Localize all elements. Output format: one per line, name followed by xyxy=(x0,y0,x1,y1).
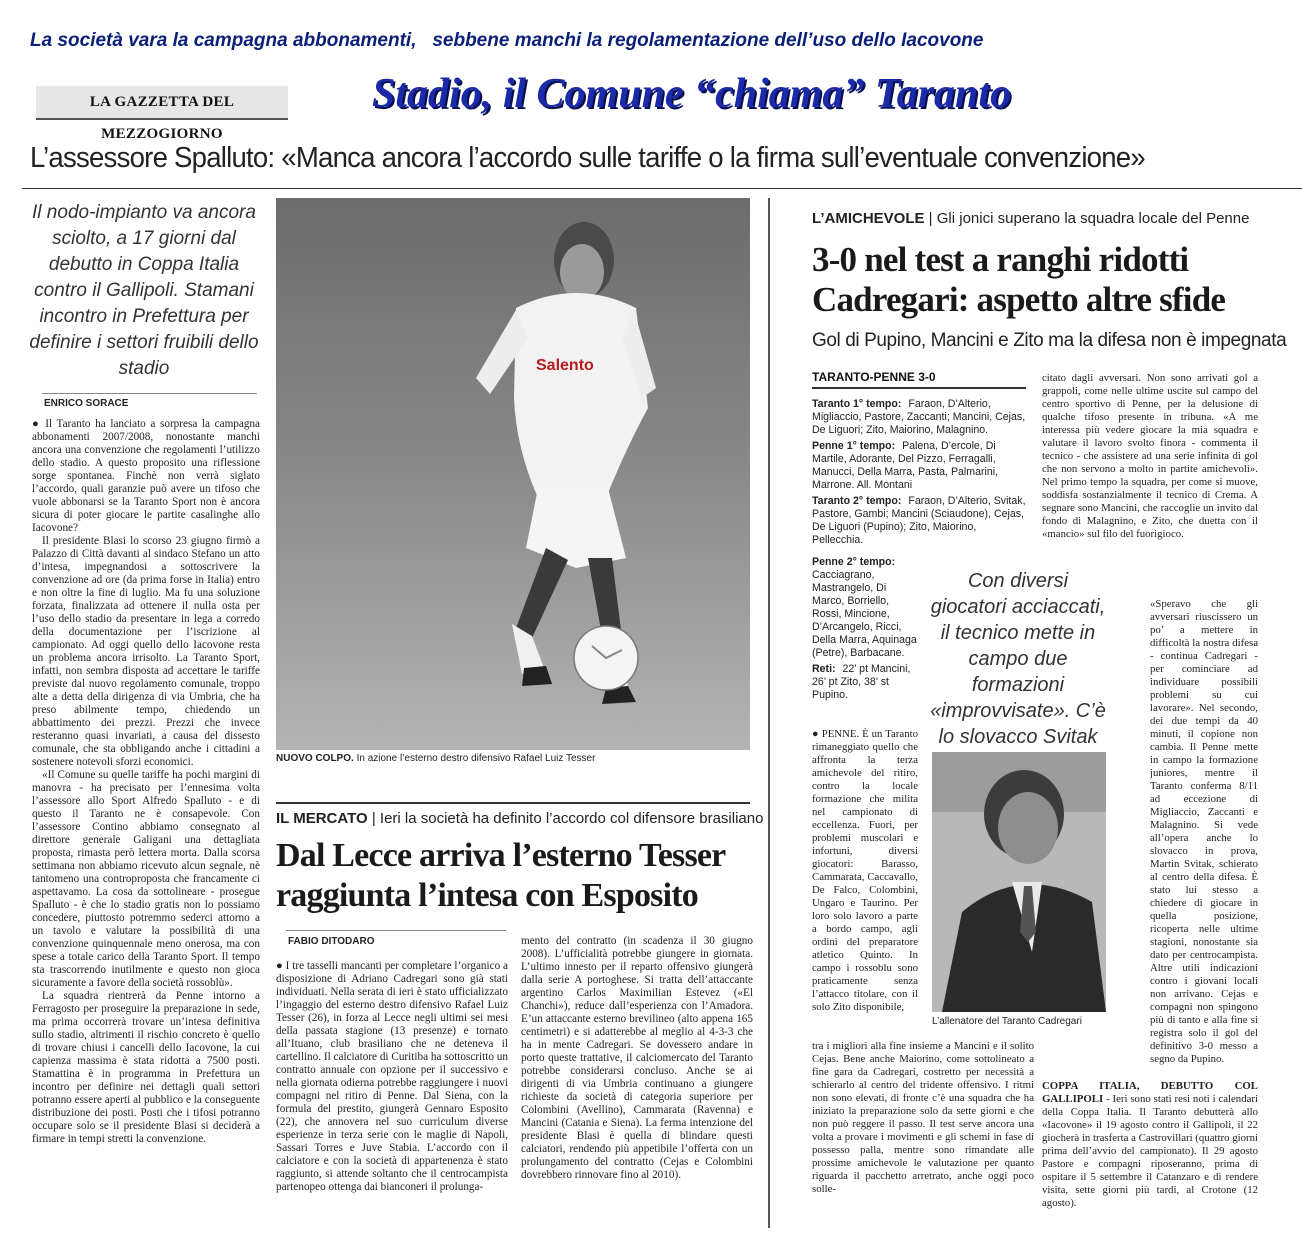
wide-column: tra i migliori alla fine insieme a Mancini e il solito Cejas. Bene anche Maiorino, come sottolineato a fine gara da Cadregari, costretto per necessità a schierarlo al centro del tridente offensivo. I ritmi non sono elevati, di fronte c’è una squadra che ha iniziato la preparazione solo da sette giorni e che non può reggere il passo. Il test serve ancora una volta a provare i movimenti e gli schemi in fase di possesso palla, mentre sono rimandate alle prossime amichevole le valutazione per quanto riguarda il pacchetto arretrato, anche oggi poco solle- xyxy=(812,1040,1034,1195)
lineup-text: Faraon, D’Alterio, Migliaccio, Pastore, Zaccanti; Mancini, Cejas, De Liguori; Zito, Maiorino, Malagnino. xyxy=(812,398,1026,436)
lineup-item xyxy=(812,398,1030,437)
mercato-byline-rule xyxy=(286,930,506,931)
mercato-rule xyxy=(276,802,750,804)
player-photo xyxy=(276,198,750,750)
pull-quote: Con diversi giocatori acciaccati, il tecnico mette in campo due formazioni «improvvisate». C’è lo slovacco Svitak xyxy=(930,570,1106,748)
main-paragraph: «Il Comune su quelle tariffe ha pochi margini di manovra - ha precisato per l’ennesima volta l’assessore allo Sport Alfredo Spalluto - e di questo il Taranto ne è consapevole. Con l’assessore Contino abbiamo consegnato al direttore generale Galigani una dettagliata proposta, rimasta però lettera morta. Dalla scorsa settimana non abbiamo ricevuto alcun segnale, nè tantomeno una controproposta che francamente ci aspettavamo. La cosa da sottolineare - prosegue Spalluto - è che lo stadio gratis non lo possiamo concedere, piuttosto potremmo sederci attorno a un tavolo e valutare la possibilità di una convenzione quinquennale meno onerosa, ma con spese a totale carico della Taranto Sport. Il tempo sta trascorrendo inutilmente e questo non gioca sicuramente a favore della società rossoblù». xyxy=(32,769,260,989)
score-rule xyxy=(812,387,1026,389)
amichevole-tag: L’AMICHEVOLE xyxy=(812,210,925,227)
mercato-tag: IL MERCATO xyxy=(276,810,368,827)
main-byline: ENRICO SORACE xyxy=(44,398,129,409)
amichevole-tag-line: L’AMICHEVOLE | Gli jonici superano la squadra locale del Penne xyxy=(812,210,1250,227)
lineups xyxy=(812,398,1030,550)
coach-caption: L’allenatore del Taranto Cadregari xyxy=(932,1016,1082,1027)
lineup-label: Penne 1° tempo: xyxy=(812,440,896,452)
byline-rule xyxy=(42,393,257,394)
mercato-col1: ● I tre tasselli mancanti per completare l’organico a disposizione di Adriano Cadregari sono già stati individuati. Nella serata di ieri è stato ufficializzato l’ingaggio del esterno destro difensivo Rafael Luiz Tesser (26), in forza al Lecce negli ultimi sei mesi della passata stagione (13 presenze) e tornato all’Ituano, club brasiliano che ne deteneva il cartellino. Il calciatore di Curitiba ha sottoscritto un contratto annuale con opzione per il successivo e nella giornata odierna potrebbe raggiungere i nuovi compagni nel ritiro di Penne. Dal Siena, con la formula del prestito, giungerà Gennaro Esposito (22), che annovera nel suo curriculum diverse esperienze in terza serie con le maglie di Napoli, Sassari Torres e Juve Stabia. L’accordo con il calciatore e con la società di appartenenza è stato raggiunto, si attende soltanto che il centrocampista partenopeo ottenga dai bianconeri il prolunga- xyxy=(276,960,508,1193)
mercato-headline-line2: raggiunta l’intesa con Esposito xyxy=(276,877,698,914)
newspaper-masthead: LA GAZZETTA DEL MEZZOGIORNO xyxy=(36,86,288,120)
coach-photo-illustration xyxy=(932,752,1106,1012)
mercato-tag-text: Ieri la società ha definito l’accordo col difensore brasiliano xyxy=(379,810,764,827)
lineup-text: Palena, D’ercole, Di Martile, Adorante, Del Pizzo, Ferragalli, Manucci, Della Marra, Pasta, Palmarini, Marrone. All. Montani xyxy=(812,440,999,491)
coppa-block xyxy=(1042,1080,1258,1226)
coppa-text: - Ieri sono stati resi noti i calendari della Coppa Italia. Il Taranto debutterà allo «Iacovone» il 19 agosto contro il Gallipoli, il 22 giocherà in trasferta a Castrovillari (quattro giorni prima dell’avvio del campionato). Il 29 agosto Pastore e compagni riposeranno, prima di ospitare il 5 settembre il Catanzaro e di rendere visita, sette giorni più tardi, al Crotone (12 agosto). xyxy=(1042,1093,1258,1209)
coppa-title: COPPA ITALIA, DEBUTTO COL GALLIPOLI xyxy=(1042,1080,1258,1105)
jersey-sponsor: Salento xyxy=(536,357,594,374)
main-headline: Stadio, il Comune “chiama” Taranto xyxy=(372,71,1012,117)
main-paragraph: La squadra rientrerà da Penne intorno a Ferragosto per proseguire la preparazione in sede, ma prima occorrerà trovare un’intesa definitiva sullo stadio, altrimenti il rischio concreto è quello di trovare chiusi i cancelli dello Iacovone, la cui capienza massima è stata ridotta a 7500 posti. Stamattina è in programma in Prefettura un incontro per definire nei dettagli quali settori potranno essere aperti al pubblico e la conseguente distribuzione dei posti. Posti che i tifosi potranno occupare solo se il presidente Blasi si deciderà a firmare in tempi stretti la convenzione. xyxy=(32,990,260,1145)
right-column-top: citato dagli avversari. Non sono arrivati gol a grappoli, come nelle ultime uscite sul campo del centro sportivo di Penne, per la delusione di qualche tifoso presente in tribuna. «A me interessa più vedere giocare la mia squadra e valutare il lavoro svolto finora - commenta il tecnico - che assistere ad una serie infinita di gol che non servono a molto in partite amichevoli». Nel primo tempo la squadra, per come si muove, soddisfa sostanzialmente il tecnico di Crema. A segnare sono Mancini, che raccoglie un invito dal fondo di Malagnino, e Zito, che duetta con il «mancio» sul filo del fuorigioco. xyxy=(1042,372,1258,540)
kicker-line xyxy=(30,30,1290,52)
score-title: TARANTO-PENNE 3-0 xyxy=(812,370,936,384)
amichevole-headline-line1: 3-0 nel test a ranghi ridotti xyxy=(812,240,1189,279)
lineup-label: Taranto 1° tempo: xyxy=(812,398,902,410)
right-column-narrow: «Speravo che gli avversari riuscissero un po’ a mettere in difficoltà la nostra difesa - continua Cadregari - per cominciare ad individuare possibili problemi su cui lavorare». Nel secondo, dei due tempi da 40 minuti, il copione non cambia. Il Penne mette in campo la formazione juniores, mentre il Taranto conferma 8/11 ad eccezione di Migliaccio, Zaccanti e Malagnino. Si vede all’opera anche lo slovacco in prova, Martin Svitak, schierato al centro della difesa. È stato lui stesso a chiedere di giocare in quella posizione, ricoperta nelle ultime stagioni, nonostante sia dato per centrocampista. Altre utili indicazioni contro i giovani locali non arrivano. Cejas e compagni non spingono più di tanto e alla fine si registra solo il gol del definitivo 3-0 messo a segno da Pupino. xyxy=(1150,598,1258,1065)
lineup-item xyxy=(812,495,1030,547)
amichevole-tag-text: Gli jonici superano la squadra locale del Penne xyxy=(936,210,1250,227)
main-subheadline: L’assessore Spalluto: «Manca ancora l’accordo sulle tariffe o la firma sull’eventuale convenzione» xyxy=(30,142,1145,174)
mercato-tag-line: IL MERCATO | Ieri la società ha definito l’accordo col difensore brasiliano xyxy=(276,810,764,827)
lineup-text: 22’ pt Mancini, 26’ pt Zito, 38’ st Pupino. xyxy=(812,663,911,701)
mercato-byline: FABIO DITODARO xyxy=(288,936,375,947)
main-article-body xyxy=(32,418,260,1226)
lineup-text: Faraon, D’Alterio, Svitak, Pastore, Gambi; Mancini (Sciaudone), Cejas, De Liguori (Pupino); Zito, Maiorino, Pellecchia. xyxy=(812,495,1026,546)
mercato-col2: mento del contratto (in scadenza il 30 giugno 2008). L’ufficialità potrebbe giungere in giornata. L’ultimo innesto per il reparto offensivo giungerà dalla serie A portoghese. Si tratta dell’attaccante argentino Carlos Maximilian Estevez («El Chanchi»), reduce dall’esperienza con l’Amadora. E’un attaccante esterno brevilineo (alto appena 165 centimetri) e si adatterebbe al meglio al 4-3-3 che ha in mente Cadregari. Se dovessero andare in porto queste trattative, il calciomercato del Taranto potrebbe considerarsi concluso. Anche se ai dirigenti di via Umbria continuano a giungere richieste da società di categoria superiore per Colombini (Avellino), Cammarata (Ravenna) e Mancini (Catania e Siena). La ferma intenzione del presidente Blasi è quella di blindare questi calciatori, rendendo più appetibile l’offerta con un prolungamento del contratto (Cejas e Colombini dovrebbero rinnovare fino al 2010). xyxy=(521,935,753,1181)
amichevole-deck: Gol di Pupino, Mancini e Zito ma la difesa non è impegnata xyxy=(812,330,1287,351)
kicker-left: La società vara la campagna abbonamenti, xyxy=(30,30,417,51)
lineup-item xyxy=(812,440,1030,492)
lineup-label: Reti: xyxy=(812,663,836,675)
mercato-headline xyxy=(276,836,756,916)
lineup-item xyxy=(812,663,920,702)
caption-text: In azione l’esterno destro difensivo Rafael Luiz Tesser xyxy=(356,753,596,764)
caption-lead: NUOVO COLPO. xyxy=(276,753,354,764)
amichevole-headline-line2: Cadregari: aspetto altre sfide xyxy=(812,280,1226,319)
column-separator xyxy=(768,198,770,1228)
lineup-text: Cacciagrano, Mastrangelo, Di Marco, Borriello, Rossi, Mincione, D’Arcangelo, Ricci, Della Marra, Aquinaga (Petre), Barbacane. xyxy=(812,569,917,659)
penne-column: ● PENNE. È un Taranto rimaneggiato quello che affronta la terza amichevole del ritiro, contro la locale formazione che milita nel campionato di eccellenza. Fuori, per problemi muscolari e infortuni, diversi giocatori: Barasso, Cammarata, Caccavallo, De Falco, Colombini, Ungaro e Taurino. Per loro solo lavoro a parte a bordo campo, agli ordini del preparatore atletico Quinto. In campo i rossoblu sono praticamente senza l’attacco titolare, con il solo Zito disponibile, xyxy=(812,728,918,1013)
lineup-item xyxy=(812,556,920,660)
player-photo-illustration xyxy=(276,198,750,750)
amichevole-headline xyxy=(812,240,1292,320)
mercato-headline-line1: Dal Lecce arriva l’esterno Tesser xyxy=(276,837,726,874)
lineup-label: Taranto 2° tempo: xyxy=(812,495,902,507)
main-paragraph: ● Il Taranto ha lanciato a sorpresa la campagna abbonamenti 2007/2008, nonostante manchi ancora una convenzione che regolamenti l’utilizzo dello stadio. A questo proposito una riflessione sorge spontanea. Finchè non verrà siglato l’accordo, quali garanzie può avere un tifoso che vuole abbonarsi se la Taranto Sport non è ancora sicura di poter giocare le partite casalinghe allo Iacovone? xyxy=(32,418,260,534)
article-intro: Il nodo-impianto va ancora sciolto, a 17 giorni dal debutto in Coppa Italia contro il Gallipoli. Stamani incontro in Prefettura per definire i settori fruibili dello stadio xyxy=(29,202,259,379)
coach-photo xyxy=(932,752,1106,1012)
lineup-label: Penne 2° tempo: xyxy=(812,556,896,568)
main-paragraph: Il presidente Blasi lo scorso 23 giugno firmò a Palazzo di Città davanti al sindaco Stefano un atto d’intesa, impegnandosi a sottoscrivere la convenzione ad ore (da prima forse in Italia) entro e non oltre la fine di luglio. Ma fu una soluzione forzata, finalizzata ad ottenere il nulla osta per l’uso dello stadio da presentare in lega a corredo della documentazione per l’iscrizione al campionato. Ad oggi quello dello Iacovone resta un problema ancora irrisolto. La Taranto Sport, infatti, non sembra disposta ad accettare le tariffe previste dal nuovo regolamento comunale, troppo alte a detta della dirigenza di via Umbria, che ha preso abilmente tempo, chiedendo un abbattimento dei prezzi. Prezzi che invece resteranno quasi invariati, a causa del dissesto comunale, che sta obbligando anche i cittadini a sostenere notevoli sforzi economici. xyxy=(32,535,260,768)
kicker-right: sebbene manchi la regolamentazione dell’uso dello Iacovone xyxy=(432,30,984,51)
photo-caption xyxy=(276,753,750,764)
header-rule xyxy=(22,188,1302,189)
lineups-narrow xyxy=(812,556,920,702)
